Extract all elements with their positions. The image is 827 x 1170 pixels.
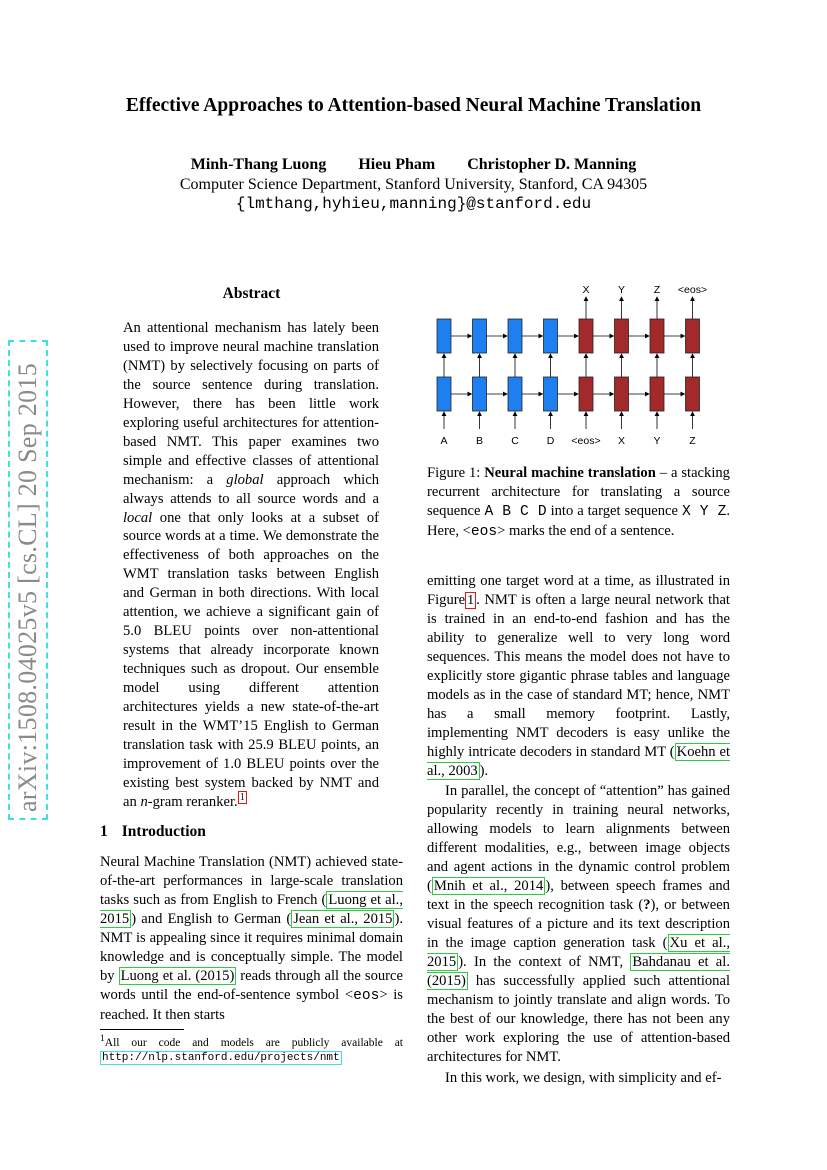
abstract-text: -gram reranker.	[147, 793, 238, 810]
abstract-text: An attentional mechanism has lately been used to improve neural machine translation (NMT) by selectively focusing on parts of the source sentence during translation. However, there has been little work exploring useful architectures for attention-based NMT. This paper examines two simple and effective classes of attentional mechanism: a	[123, 320, 379, 488]
decoder-rnn-cell	[650, 319, 664, 353]
footnote-mark: 1	[100, 1033, 105, 1044]
encoder-rnn-cell	[508, 377, 522, 411]
encoder-rnn-cell	[508, 319, 522, 353]
footnote-text: All our code and models are publicly available at	[104, 1036, 403, 1049]
input-token-label: Z	[689, 435, 696, 447]
body-text: Neural Machine Translation (NMT) achieved state-of-the-art performances in large-scale translation tasks such as from English to French (	[100, 854, 403, 908]
input-token-label: B	[475, 435, 484, 447]
input-token-label: Y	[653, 435, 661, 447]
citation-link[interactable]: Koehn et al., 2003	[427, 743, 730, 779]
encoder-rnn-cell	[544, 319, 558, 353]
body-text: . NMT is often a large neural network that is trained in an end-to-end fashion and has the ability to generalize well to very long word sequences. This means the model does not have to explicitly store gigantic phrase tables and language models as in the case of standard MT; hence, NMT has a small memory footprint. Lastly, implementing NMT decoders is easy unlike the highly intricate decoders in standard MT (	[427, 591, 730, 760]
encoder-rnn-cell	[473, 377, 487, 411]
encoder-rnn-cell	[473, 319, 487, 353]
caption-text: > marks the end of a sentence.	[497, 523, 675, 539]
body-text: has successfully applied such attentional mechanism to jointly translate and align words. To the best of our knowledge, there has not been any other work exploring the use of attention-based architectures for NMT.	[427, 973, 730, 1065]
paragraph	[427, 572, 730, 780]
paragraph	[427, 1069, 730, 1088]
input-token-label: C	[511, 435, 519, 447]
encoder-rnn-cell	[437, 377, 451, 411]
nmt-architecture-figure	[427, 278, 731, 450]
right-column-body	[427, 572, 730, 1088]
caption-target-sequence: X Y Z	[681, 504, 727, 520]
abstract-body	[123, 319, 379, 812]
decoder-rnn-cell	[686, 377, 700, 411]
abstract-text: one that only looks at a subset of source words at a time. We demonstrate the effectiveness of both approaches on the WMT translation tasks between English and German in both directions. With local attention, we achieve a significant gain of 5.0 BLEU points over non-attentional systems that already incorporate known techniques such as dropout. Our ensemble model using different attention architectures yields a new state-of-the-art result in the WMT’15 English to German translation task with 25.9 BLEU points, an improvement of 1.0 BLEU points over the existing best system backed by NMT and an	[123, 509, 379, 810]
author-list	[0, 156, 827, 174]
input-token-label: <eos>	[571, 435, 601, 447]
intro-paragraph	[100, 853, 403, 1025]
eos-symbol: eos	[470, 524, 498, 540]
section-heading-introduction	[100, 823, 206, 841]
citation-link[interactable]: Luong et al., 2015	[100, 891, 403, 927]
section-title: Introduction	[121, 823, 206, 840]
citation-link[interactable]: Jean et al., 2015	[293, 910, 393, 927]
footnote-url-link[interactable]: http://nlp.stanford.edu/projects/nmt	[102, 1051, 340, 1064]
output-token-label: Y	[617, 284, 626, 296]
input-token-label: D	[546, 435, 555, 447]
decoder-rnn-cell	[615, 319, 629, 353]
section-number: 1	[100, 823, 108, 840]
footnote-ref-link[interactable]: 1	[239, 791, 245, 803]
output-token-label: Z	[653, 284, 661, 296]
output-token-label: X	[582, 284, 590, 296]
body-text: ). NMT is appealing since it requires minimal domain knowledge and is conceptually simple. The model by	[100, 910, 403, 984]
abstract-emphasis: global	[226, 471, 264, 488]
body-text: > is reached. It then starts	[100, 986, 403, 1023]
caption-source-sequence: A B C D	[484, 504, 547, 520]
author-name: Hieu Pham	[358, 156, 436, 173]
encoder-rnn-cell	[437, 319, 451, 353]
input-token-label: X	[617, 435, 626, 447]
body-text: ), or between visual features of a picture and its text description in the image caption generation task (	[427, 897, 730, 952]
body-text: ).	[479, 762, 489, 779]
figure-ref-link[interactable]: 1	[467, 592, 475, 608]
output-token-label: <eos>	[677, 284, 708, 296]
abstract-emphasis: local	[123, 509, 153, 526]
body-text: In parallel, the concept of “attention” has gained popularity recently in training neural networks, allowing models to learn alignments between different modalities, e.g., between image objects and agent actions in the dynamic control problem (	[427, 783, 730, 895]
citation-link[interactable]: Bahdanau et al. (2015)	[427, 954, 730, 990]
body-text: emitting one target word at a time, as illustrated in Figure	[427, 573, 730, 608]
arxiv-identifier-link[interactable]: arXiv:1508.04025v5 [cs.CL] 20 Sep 2015	[8, 340, 48, 820]
decoder-rnn-cell	[686, 319, 700, 353]
body-text: ) and English to German (	[131, 910, 292, 927]
figure-caption	[427, 464, 730, 542]
paragraph	[427, 782, 730, 1066]
author-name: Minh-Thang Luong	[190, 156, 327, 173]
caption-title: Neural machine translation	[484, 465, 656, 481]
eos-symbol: eos	[353, 987, 380, 1004]
body-text: ), between speech frames and text in the speech recognition task (	[427, 878, 730, 914]
encoder-rnn-cell	[544, 377, 558, 411]
caption-text: into a target sequence	[546, 503, 682, 519]
citation-link[interactable]: Mnih et al., 2014	[433, 878, 544, 895]
author-name: Christopher D. Manning	[467, 156, 637, 173]
citation-link[interactable]: Xu et al., 2015	[427, 935, 731, 971]
decoder-rnn-cell	[615, 377, 629, 411]
affiliation: Computer Science Department, Stanford University, Stanford, CA 94305	[179, 176, 648, 193]
footnote	[100, 1032, 403, 1065]
decoder-rnn-cell	[579, 377, 593, 411]
abstract-heading: Abstract	[222, 285, 281, 302]
caption-label: Figure 1:	[427, 465, 485, 481]
abstract-math: n	[140, 793, 148, 810]
citation-link[interactable]: Luong et al. (2015)	[120, 967, 235, 984]
decoder-rnn-cell	[650, 377, 664, 411]
abstract-text: approach which always attends to all source words and a	[123, 471, 379, 507]
author-emails: {lmthang,hyhieu,manning}@stanford.edu	[235, 195, 592, 213]
caption-text: . Here, <	[427, 503, 731, 539]
body-text: ). In the context of NMT,	[458, 954, 631, 971]
body-text: reads through all the source words until the end-of-sentence symbol <	[100, 967, 403, 1003]
body-text: In this work, we design, with simplicity and ef-	[445, 1069, 722, 1086]
caption-text: – a stacking recurrent architecture for translating a source sequence	[427, 465, 730, 519]
decoder-rnn-cell	[579, 319, 593, 353]
missing-citation: ?	[643, 897, 651, 914]
footnote-divider	[100, 1029, 184, 1030]
paper-title: Effective Approaches to Attention-based Neural Machine Translation	[125, 95, 702, 116]
input-token-label: A	[440, 435, 448, 447]
